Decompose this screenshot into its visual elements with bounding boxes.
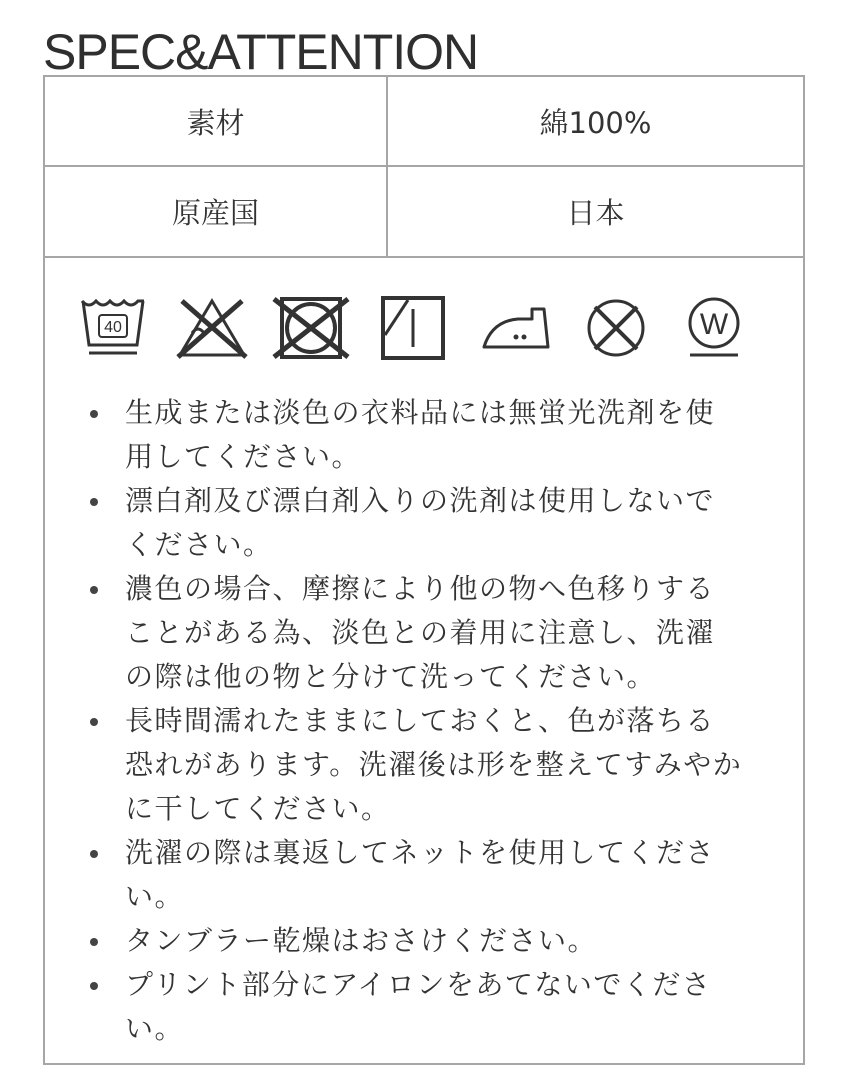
list-item <box>43 963 743 1051</box>
list-item <box>43 831 743 919</box>
note-text: タンブラー乾燥はおさけください。 <box>125 924 598 957</box>
list-item <box>43 919 743 963</box>
bullet-icon <box>90 410 98 418</box>
page-title: SPEC&ATTENTION <box>43 24 479 80</box>
note-text: 濃色の場合、摩擦により他の物へ色移りすることがある為、淡色との着用に注意し、洗濯の際は他の物と分けて洗ってください。 <box>125 572 716 693</box>
spec-row-origin <box>45 167 803 258</box>
wash-temp-label: 40 <box>104 319 122 336</box>
note-text: 漂白剤及び漂白剤入りの洗剤は使用しないでください。 <box>125 484 716 561</box>
no-tumble-dry-icon <box>272 295 352 361</box>
note-text: 長時間濡れたままにしておくと、色が落ちる恐れがあります。洗濯後は形を整えてすみやかに干してください。 <box>125 704 743 825</box>
bullet-icon <box>90 982 98 990</box>
spec-label: 原産国 <box>45 167 388 256</box>
wet-clean-label: W <box>699 308 729 341</box>
bullet-icon <box>90 718 98 726</box>
wash-40-icon <box>79 295 147 357</box>
no-dry-clean-icon <box>581 295 651 361</box>
bullet-icon <box>90 938 98 946</box>
note-text: プリント部分にアイロンをあてないでください。 <box>125 968 712 1045</box>
spec-value: 綿100% <box>539 105 652 140</box>
list-item <box>43 567 743 699</box>
note-text: 洗濯の際は裏返してネットを使用してください。 <box>125 836 716 913</box>
bullet-icon <box>90 498 98 506</box>
spec-label: 素材 <box>45 77 388 165</box>
care-notes-list <box>43 391 743 1051</box>
wet-clean-icon <box>684 295 744 361</box>
care-symbols <box>79 295 779 360</box>
line-dry-shade-icon <box>380 295 446 361</box>
spec-value: 日本 <box>566 196 625 230</box>
list-item <box>43 699 743 831</box>
iron-low-icon <box>482 295 552 361</box>
list-item <box>43 479 743 567</box>
spec-row-material <box>45 77 803 167</box>
no-bleach-icon <box>174 295 250 361</box>
list-item <box>43 391 743 479</box>
bullet-icon <box>90 850 98 858</box>
note-text: 生成または淡色の衣料品には無蛍光洗剤を使用してください。 <box>125 396 716 473</box>
bullet-icon <box>90 586 98 594</box>
